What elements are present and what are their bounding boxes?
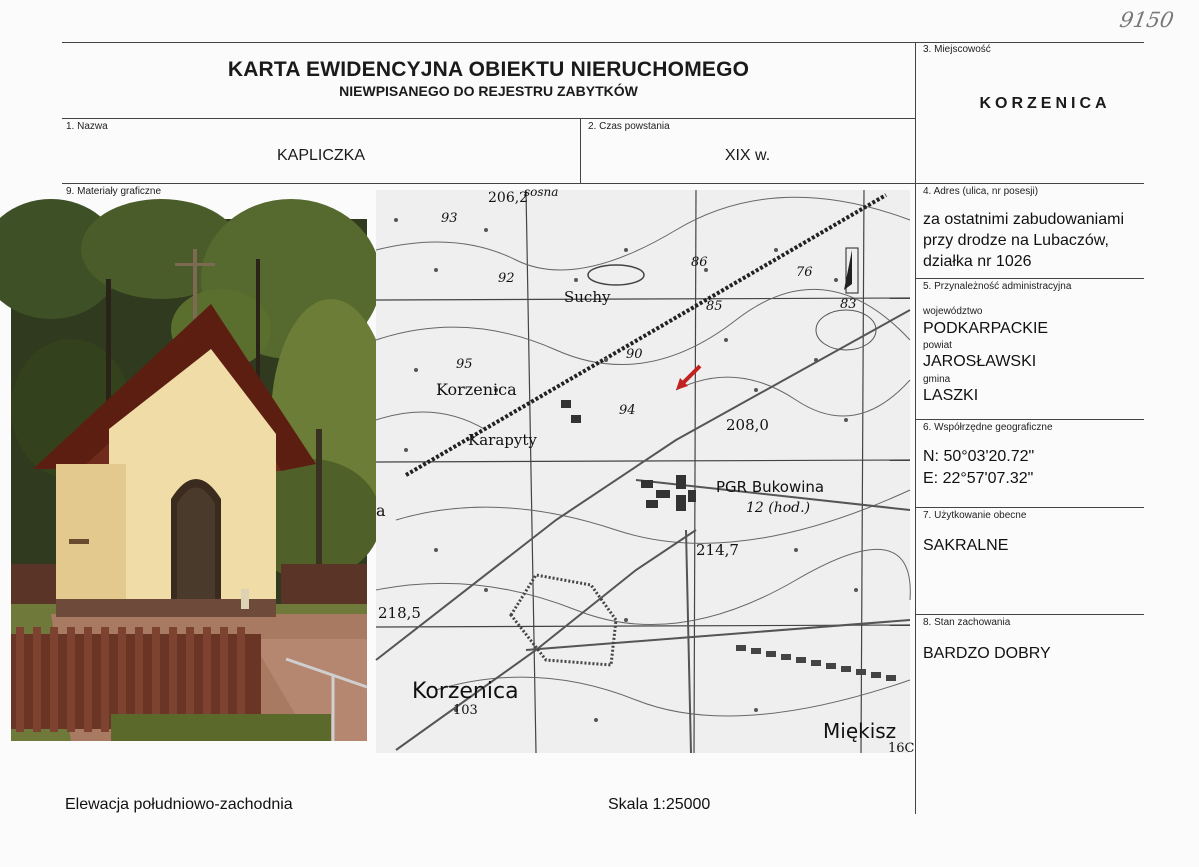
card-title: KARTA EWIDENCYJNA OBIEKTU NIERUCHOMEGO — [227, 58, 750, 81]
map-label-suchy: Suchy — [564, 288, 611, 306]
field-label-wspolrzedne: 6. Współrzędne geograficzne — [923, 422, 1053, 433]
field-label-uzytkowanie: 7. Użytkowanie obecne — [923, 510, 1027, 521]
frame-line-2 — [62, 183, 1144, 184]
map-label-a: a — [376, 501, 386, 520]
map-label-76: 76 — [796, 265, 813, 280]
map-label-93: 93 — [441, 211, 458, 226]
topographic-map — [376, 185, 915, 756]
map-label-miekisz: Miękisz — [823, 719, 897, 743]
frame-line-admin — [915, 419, 1144, 420]
map-caption: Skala 1:25000 — [608, 796, 711, 813]
field-value-nazwa: KAPLICZKA — [276, 147, 366, 164]
frame-line-1 — [62, 118, 915, 119]
frame-line-usage — [915, 614, 1144, 615]
card-subtitle: NIEWPISANEGO DO REJESTRU ZABYTKÓW — [339, 83, 638, 99]
wojewodztwo-value: PODKARPACKIE — [923, 320, 1049, 337]
frame-divider-main — [915, 42, 916, 814]
map-label-hod: 12 (hod.) — [746, 500, 811, 516]
map-label-korzenica-small: Korzenica — [436, 380, 517, 399]
map-label-86: 86 — [691, 255, 708, 270]
map-label-sosna: sosna — [524, 185, 559, 199]
map-label-korzenica-big: Korzenica — [412, 679, 519, 704]
field-label-nazwa: 1. Nazwa — [66, 121, 108, 132]
map-label-160: 16C — [888, 741, 915, 756]
map-label-208: 208,0 — [726, 416, 769, 434]
map-label-103: 103 — [453, 703, 478, 718]
coord-n: N: 50°03'20.72" — [923, 448, 1035, 465]
frame-top-line — [62, 42, 1144, 43]
field-label-czas: 2. Czas powstania — [588, 121, 670, 132]
chapel-photo — [11, 219, 367, 741]
field-value-uzytkowanie: SAKRALNE — [923, 537, 1009, 554]
map-label-85: 85 — [706, 299, 723, 314]
field-label-przynaleznosc: 5. Przynależność administracyjna — [923, 281, 1072, 292]
powiat-label: powiat — [923, 340, 952, 351]
coord-e: E: 22°57'07.32" — [923, 470, 1034, 487]
powiat-value: JAROSŁAWSKI — [923, 353, 1037, 370]
field-label-miejscowosc: 3. Miejscowość — [923, 44, 991, 55]
map-label-92: 92 — [498, 271, 515, 286]
field-label-stan: 8. Stan zachowania — [923, 617, 1011, 628]
field-label-adres: 4. Adres (ulica, nr posesji) — [923, 186, 1039, 197]
field-value-stan: BARDZO DOBRY — [923, 645, 1051, 662]
frame-line-address — [915, 278, 1144, 279]
wojewodztwo-label: województwo — [923, 306, 983, 317]
map-label-karapyty: Karapyty — [468, 431, 537, 449]
map-label-94: 94 — [619, 403, 636, 418]
map-label-206: 206,2 — [488, 190, 529, 206]
field-label-materialy: 9. Materiały graficzne — [66, 186, 162, 197]
address-line-3: działka nr 1026 — [923, 253, 1032, 270]
map-label-pgr: PGR Bukowina — [716, 478, 825, 496]
map-label-83: 83 — [840, 297, 857, 312]
photo-caption: Elewacja południowo-zachodnia — [65, 796, 293, 813]
field-value-czas: XIX w. — [724, 147, 771, 164]
address-line-2: przy drodze na Lubaczów, — [923, 232, 1109, 249]
frame-line-coords — [915, 507, 1144, 508]
map-label-90: 90 — [626, 347, 643, 362]
gmina-value: LASZKI — [923, 387, 979, 404]
map-label-218: 218,5 — [378, 604, 421, 622]
map-label-214: 214,7 — [696, 541, 739, 559]
field-value-miejscowosc: KORZENICA — [979, 95, 1111, 112]
gmina-label: gmina — [923, 374, 951, 385]
address-line-1: za ostatnimi zabudowaniami — [923, 211, 1124, 228]
map-label-95: 95 — [456, 357, 473, 372]
archive-number: 9150 — [1117, 8, 1176, 32]
